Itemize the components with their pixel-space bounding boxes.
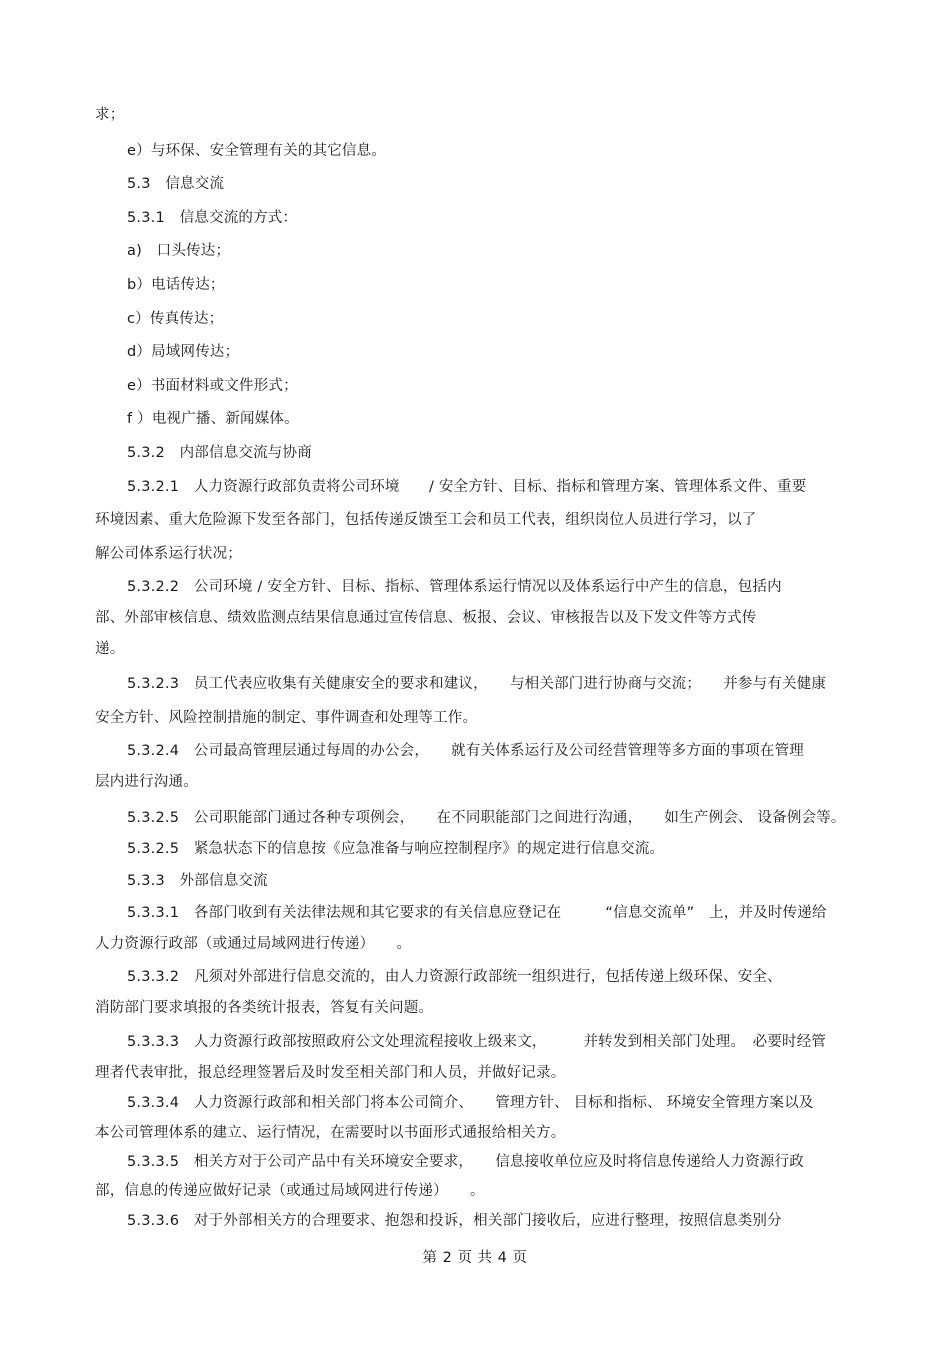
text-line: 5.3.2.2 公司环境 / 安全方针、目标、指标、管理体系运行情况以及体系运行中产生的信息，包括内 — [127, 579, 782, 595]
section-heading: 5.3 信息交流 — [127, 176, 225, 192]
text-line: 5.3.2.5 公司职能部门通过各种专项例会， 在不同职能部门之间进行沟通， 如生产例会、 设备例会等。 — [127, 810, 846, 826]
text-line: 5.3.3.1 各部门收到有关法律法规和其它要求的有关信息应登记在 “信息交流单” 上，并及时传递给 — [127, 905, 827, 921]
text-line: 5.3.3.5 相关方对于公司产品中有关环境安全要求， 信息接收单位应及时将信息传递给人力资源行政 — [127, 1154, 804, 1170]
text-line: 递。 — [95, 641, 125, 657]
text-line: 5.3.2.5 紧急状态下的信息按《应急准备与响应控制程序》的规定进行信息交流。 — [127, 841, 665, 857]
text-line: 人力资源行政部（或通过局域网进行传递） 。 — [95, 936, 412, 952]
text-line: 解公司体系运行状况； — [95, 546, 242, 562]
text-line: 层内进行沟通。 — [95, 774, 198, 790]
text-line: 5.3.2.4 公司最高管理层通过每周的办公会， 就有关体系运行及公司经营管理等多方面的事项在管理 — [127, 743, 804, 759]
text-line: 部，信息的传递应做好记录（或通过局域网进行传递） 。 — [95, 1183, 485, 1199]
section-heading: 5.3.3 外部信息交流 — [127, 873, 268, 889]
text-line: 5.3.3.2 凡须对外部进行信息交流的，由人力资源行政部统一组织进行，包括传递上级环保、安全、 — [127, 969, 782, 985]
text-line: 理者代表审批，报总经理签署后及时发至相关部门和人员，并做好记录。 — [95, 1065, 566, 1081]
text-line: 环境因素、重大危险源下发至各部门，包括传递反馈至工会和员工代表，组织岗位人员进行学习，以了 — [95, 512, 757, 528]
text-line: 5.3.3.4 人力资源行政部和相关部门将本公司简介、 管理方针、 目标和指标、 环境安全管理方案以及 — [127, 1095, 814, 1111]
page-footer: 第 2 页 共 4 页 — [422, 1250, 528, 1266]
text-line: 求； — [95, 107, 125, 123]
list-item: b）电话传达； — [127, 277, 225, 293]
list-item: e）书面材料或文件形式； — [127, 378, 298, 394]
section-heading: 5.3.2 内部信息交流与协商 — [127, 445, 312, 461]
text-line: 本公司管理体系的建立、运行情况，在需要时以书面形式通报给相关方。 — [95, 1125, 566, 1141]
text-line: 5.3.3.3 人力资源行政部按照政府公文处理流程接收上级来文， 并转发到相关部门处理。 必要时经管 — [127, 1034, 827, 1050]
section-heading: 5.3.1 信息交流的方式： — [127, 210, 298, 226]
list-item: c）传真传达； — [127, 311, 224, 327]
text-line: 5.3.2.3 员工代表应收集有关健康安全的要求和建议， 与相关部门进行协商与交流； 并参与有关健康 — [127, 676, 827, 692]
text-line: 5.3.3.6 对于外部相关方的合理要求、抱怨和投诉，相关部门接收后，应进行整理，按照信息类别分 — [127, 1213, 782, 1229]
list-item: d）局域网传达； — [127, 344, 240, 360]
text-line: 部、外部审核信息、绩效监测点结果信息通过宣传信息、板报、会议、审核报告以及下发文件等方式传 — [95, 610, 757, 626]
text-line: 安全方针、风险控制措施的制定、事件调查和处理等工作。 — [95, 710, 478, 726]
list-item: a) 口头传达； — [127, 243, 231, 259]
text-line: e）与环保、安全管理有关的其它信息。 — [127, 143, 387, 159]
text-line: 5.3.2.1 人力资源行政部负责将公司环境 / 安全方针、目标、指标和管理方案、管理体系文件、重要 — [127, 479, 807, 495]
text-line: 消防部门要求填报的各类统计报表，答复有关问题。 — [95, 1000, 434, 1016]
list-item: f ）电视广播、新闻媒体。 — [127, 411, 299, 427]
